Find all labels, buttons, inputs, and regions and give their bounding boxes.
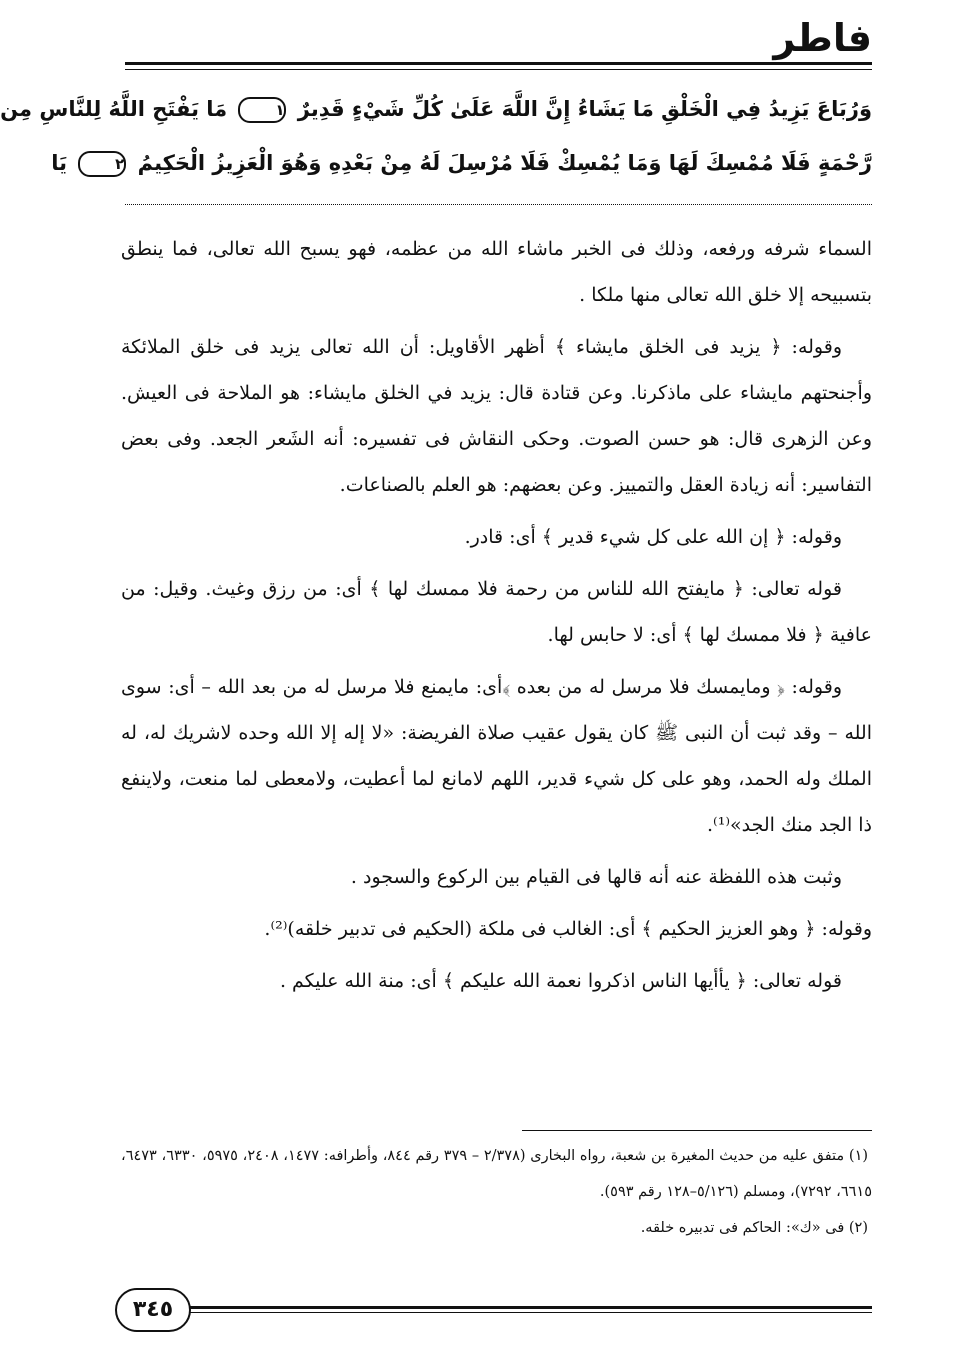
commentary-paragraph: السماء شرفه ورفعه، وذلك فى الخبر ماشاء الله من عظمه، فهو يسبح الله تعالى، فما ينطق بتسبيحه إلا خلق الله تعالى منها ملكا . bbox=[121, 238, 872, 306]
page-number: ٣٤٥ bbox=[115, 1288, 191, 1332]
quran-line-1 bbox=[0, 82, 872, 136]
header-rule-thick bbox=[125, 62, 872, 65]
quran-line-2-text: رَّحْمَةٍ فَلَا مُمْسِكَ لَهَا وَمَا يُمْسِكْ فَلَا مُرْسِلَ لَهُ مِنْ بَعْدِهِ وَهُوَ الْعَزِيزُ الْحَكِيمُ bbox=[137, 151, 872, 175]
commentary-paragraph: قوله تعالى: ﴿ مايفتح الله للناس من رحمة فلا ممسك لها ﴾ أى: من رزق وغيث. وقيل: من عافية ﴿ فلا ممسك لها ﴾ أى: لا حابس لها. bbox=[121, 578, 872, 646]
quran-line-1-text: وَرُبَاعَ يَزِيدُ فِي الْخَلْقِ مَا يَشَاءُ إِنَّ اللَّهَ عَلَىٰ كُلِّ شَيْءٍ قَدِيرٌ bbox=[297, 97, 872, 121]
commentary-body bbox=[121, 226, 872, 1004]
footnote-2: (٢) فى «ك»: الحاكم فى تدبيره خلقه. bbox=[640, 1220, 868, 1236]
quran-text-block bbox=[0, 82, 872, 190]
quran-line-2-tail: يَا bbox=[51, 151, 67, 175]
quran-line-1-tail: مَا يَفْتَحِ اللَّهُ لِلنَّاسِ مِن bbox=[0, 97, 228, 121]
commentary-paragraph: وقوله: ﴿ يزيد فى الخلق مايشاء ﴾ أظهر الأقاويل: أن الله تعالى يزيد فى خلق الملائكة وأجنحتهم مايشاء على ماذكرنا. وعن قتادة قال: يزيد في الخلق مايشاء: هو الملاحة فى العيش. وعن الزهرى قال: هو حسن الصوت. وحكى النقاش فى تفسيره: أنه الشَعر الجعد. وفى بعض التفاسير: أنه زيادة العقل والتمييز. وعن بعضهم: هو العلم بالصناعات. bbox=[121, 336, 872, 496]
footnote-separator bbox=[522, 1130, 872, 1131]
surah-name-header: فاطر bbox=[773, 16, 872, 60]
quran-separator-rule bbox=[125, 204, 872, 206]
ayah-number-marker: ٢ bbox=[78, 151, 126, 177]
footnote-1: (١) متفق عليه من حديث المغيرة بن شعبة، رواه البخارى (٢/٣٧٨ – ٣٧٩ رقم ٨٤٤، وأطرافه: ١٤٧٧، ٢٤٠٨، ٥٩٧٥، ٦٣٣٠، ٦٤٧٣، ٦٦١٥، ٧٢٩٢)، ومسلم (٥/١٢٦–١٢٨ رقم ٥٩٣). bbox=[121, 1148, 872, 1200]
header-rule-thin bbox=[125, 69, 872, 70]
commentary-paragraph: وقوله: ﴿ ومايمسك فلا مرسل له من بعده ﴾أى: مايمنع فلا مرسل له من بعد الله – أى: سوى الله – وقد ثبت أن النبى ﷺ كان يقول عقيب صلاة الفريضة: «لا إله إلا الله وحده لاشريك له، له الملك وله الحمد، وهو على كل شيء قدير، اللهم لامانع لما أعطيت، ولامعطى لما منعت، ولاينفع ذا الجد منك الجد»⁽¹⁾. bbox=[121, 676, 872, 836]
ayah-number-marker: ١ bbox=[238, 97, 286, 123]
page-footer bbox=[95, 1288, 872, 1332]
commentary-paragraph: وثبت هذه اللفظة عنه أنه قالها فى القيام بين الركوع والسجود . bbox=[350, 866, 842, 888]
quran-line-2 bbox=[51, 136, 872, 190]
footer-rule-thin bbox=[189, 1312, 872, 1313]
commentary-paragraph: وقوله: ﴿ وهو العزيز الحكيم ﴾ أى: الغالب فى ملكة (الحكيم فى تدبير خلقه)⁽²⁾. bbox=[264, 918, 872, 940]
footer-rule-thick bbox=[189, 1306, 872, 1309]
commentary-paragraph: وقوله: ﴿ إن الله على كل شيء قدير ﴾ أى: قادر. bbox=[464, 526, 842, 548]
footnotes-block bbox=[121, 1138, 872, 1246]
commentary-paragraph: قوله تعالى: ﴿ يأأيها الناس اذكروا نعمة الله عليكم ﴾ أى: منة الله عليكم . bbox=[279, 970, 842, 992]
